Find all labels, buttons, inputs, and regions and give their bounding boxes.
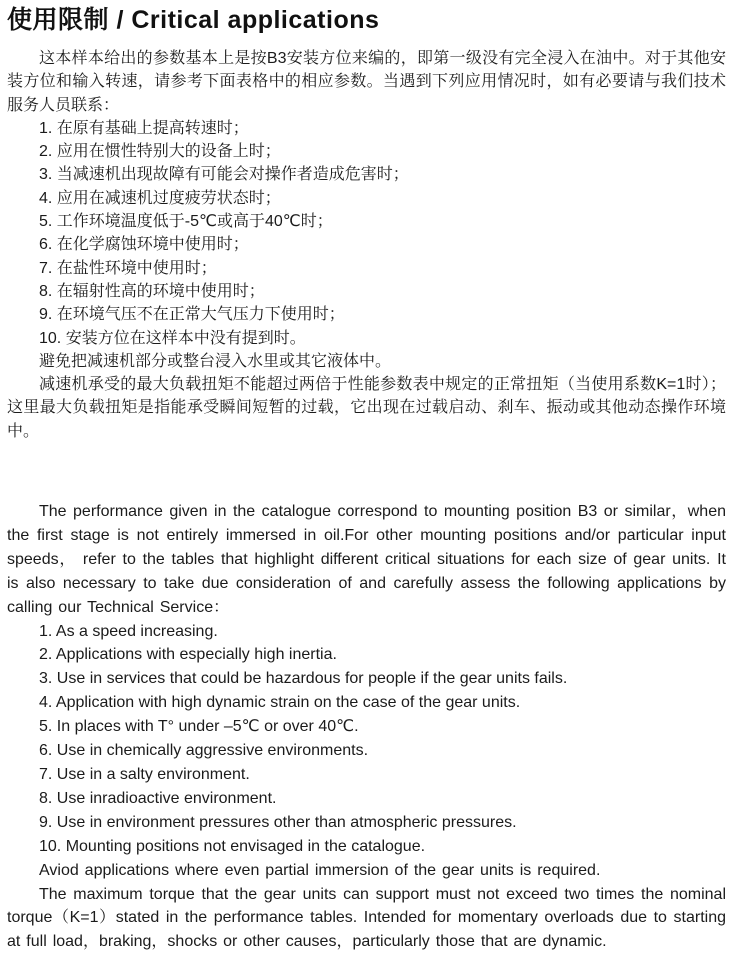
chinese-immersion-note: 避免把减速机部分或整台浸入水里或其它液体中。 <box>39 352 392 370</box>
english-critical-list <box>7 620 726 859</box>
english-intro-paragraph: The performance given in the catalogue correspond to mounting position B3 or similar，when the first stage is not entirely immersed in oil.For other mounting positions and/or particular input speeds， refer to the tables that highlight different critical situations for each size of gear units. It is also necessary to take due consideration of and carefully assess the following applications by calling our Technical Service： <box>7 503 726 616</box>
list-item-en-7: 7. Use in a salty environment. <box>39 766 250 784</box>
english-immersion-note: Aviod applications where even partial immersion of the gear units is required. <box>39 861 601 879</box>
list-item-zh-10: 10. 安装方位在这样本中没有提到时。 <box>39 329 306 347</box>
chinese-torque-paragraph: 减速机承受的最大负载扭矩不能超过两倍于性能参数表中规定的正常扭矩（当使用系数K=1时）；这里最大负载扭矩是指能承受瞬间短暂的过载，它出现在过载启动、刹车、振动或其他动态操作环境中。 <box>7 376 726 440</box>
list-item-zh-1: 1. 在原有基础上提高转速时； <box>39 119 249 137</box>
list-item-zh-3: 3. 当减速机出现故障有可能会对操作者造成危害时； <box>39 166 409 184</box>
english-torque-paragraph: The maximum torque that the gear units can support must not exceed two times the nominal torque（K=1）stated in the performance tables. Intended for momentary overloads due to starting at full load，braking，shocks or other causes，particularly those that are dynamic. <box>7 885 726 951</box>
list-item-zh-9: 9. 在环境气压不在正常大气压力下使用时； <box>39 306 345 324</box>
list-item-en-10: 10. Mounting positions not envisaged in the catalogue. <box>39 837 426 855</box>
list-item-zh-5: 5. 工作环境温度低于-5℃或高于40℃时； <box>39 213 333 231</box>
list-item-en-9: 9. Use in environment pressures other than atmospheric pressures. <box>39 813 517 831</box>
chinese-critical-list <box>7 117 726 350</box>
list-item-en-5: 5. In places with T° under –5℃ or over 40℃. <box>39 718 359 736</box>
chinese-intro-paragraph: 这本样本给出的参数基本上是按B3安装方位来编的，即第一级没有完全浸入在油中。对于其他安装方位和输入转速，请参考下面表格中的相应参数。当遇到下列应用情况时，如有必要请与我们技术服务人员联系： <box>7 50 726 114</box>
list-item-zh-6: 6. 在化学腐蚀环境中使用时； <box>39 236 249 254</box>
list-item-en-3: 3. Use in services that could be hazardous for people if the gear units fails. <box>39 670 568 688</box>
list-item-en-4: 4. Application with high dynamic strain on the case of the gear units. <box>39 694 521 712</box>
list-item-zh-8: 8. 在辐射性高的环境中使用时； <box>39 282 265 300</box>
chinese-section <box>7 47 726 443</box>
list-item-en-2: 2. Applications with especially high inertia. <box>39 646 337 664</box>
list-item-zh-2: 2. 应用在惯性特别大的设备上时； <box>39 143 281 161</box>
list-item-zh-7: 7. 在盐性环境中使用时； <box>39 259 217 277</box>
list-item-en-1: 1. As a speed increasing. <box>39 622 218 640</box>
page-title: 使用限制 / Critical applications <box>7 6 380 34</box>
english-section <box>7 500 726 954</box>
list-item-zh-4: 4. 应用在减速机过度疲劳状态时； <box>39 189 281 207</box>
list-item-en-6: 6. Use in chemically aggressive environments. <box>39 742 369 760</box>
list-item-en-8: 8. Use inradioactive environment. <box>39 789 277 807</box>
